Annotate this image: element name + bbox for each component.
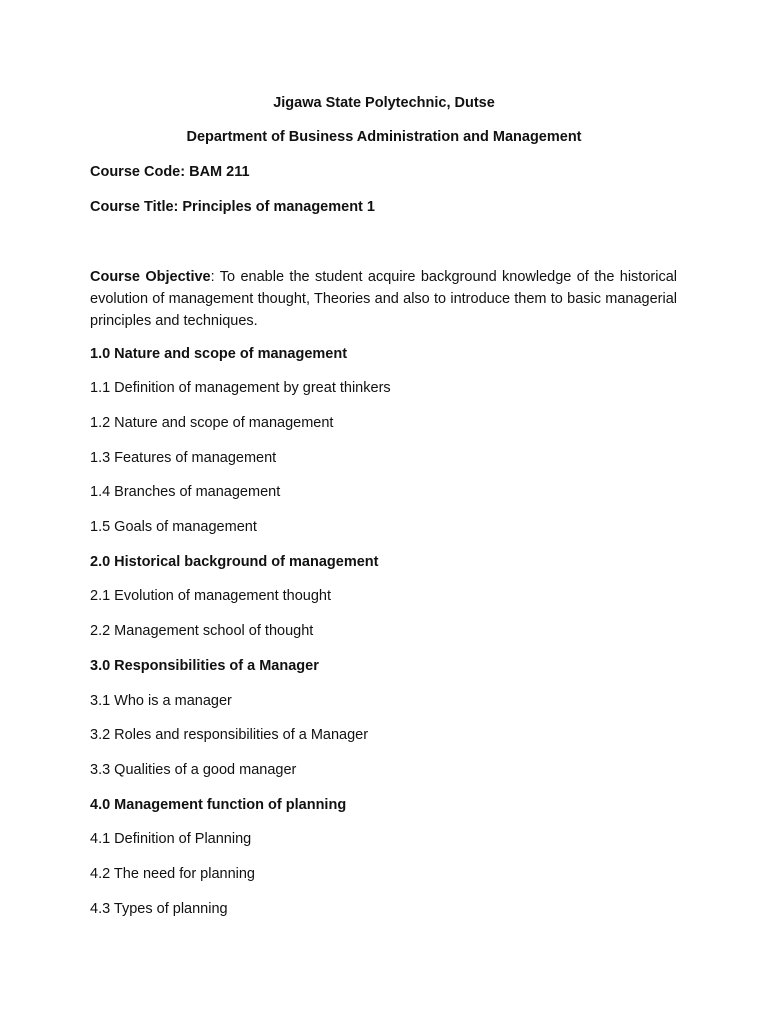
section-item: 4.2 The need for planning [90, 866, 256, 882]
section-item: 4.3 Types of planning [90, 901, 228, 917]
course-title: Course Title: Principles of management 1 [90, 199, 375, 215]
section-item: 1.4 Branches of management [90, 484, 281, 500]
section-heading: 4.0 Management function of planning [90, 797, 347, 813]
section-item: 1.2 Nature and scope of management [90, 415, 334, 431]
course-objective-label: Course Objective [90, 269, 211, 285]
section-heading: 3.0 Responsibilities of a Manager [90, 658, 319, 674]
institution-title: Jigawa State Polytechnic, Dutse [273, 95, 495, 111]
section-item: 3.1 Who is a manager [90, 693, 232, 709]
course-objective [90, 266, 677, 332]
section-item: 3.3 Qualities of a good manager [90, 762, 297, 778]
section-item: 3.2 Roles and responsibilities of a Manager [90, 727, 369, 743]
section-item: 4.1 Definition of Planning [90, 831, 252, 847]
section-item: 2.1 Evolution of management thought [90, 588, 332, 604]
section-item: 1.1 Definition of management by great thinkers [90, 380, 391, 396]
section-item: 2.2 Management school of thought [90, 623, 314, 639]
course-objective-text: : To enable the student acquire background knowledge of the historical evolution of management thought, Theories and also to introduce them to basic managerial principles and techniques. [90, 269, 677, 329]
section-heading: 2.0 Historical background of management [90, 554, 379, 570]
department-title: Department of Business Administration and Management [186, 129, 582, 145]
course-code: Course Code: BAM 211 [90, 164, 250, 180]
section-heading: 1.0 Nature and scope of management [90, 346, 348, 362]
section-item: 1.3 Features of management [90, 450, 277, 466]
section-item: 1.5 Goals of management [90, 519, 257, 535]
